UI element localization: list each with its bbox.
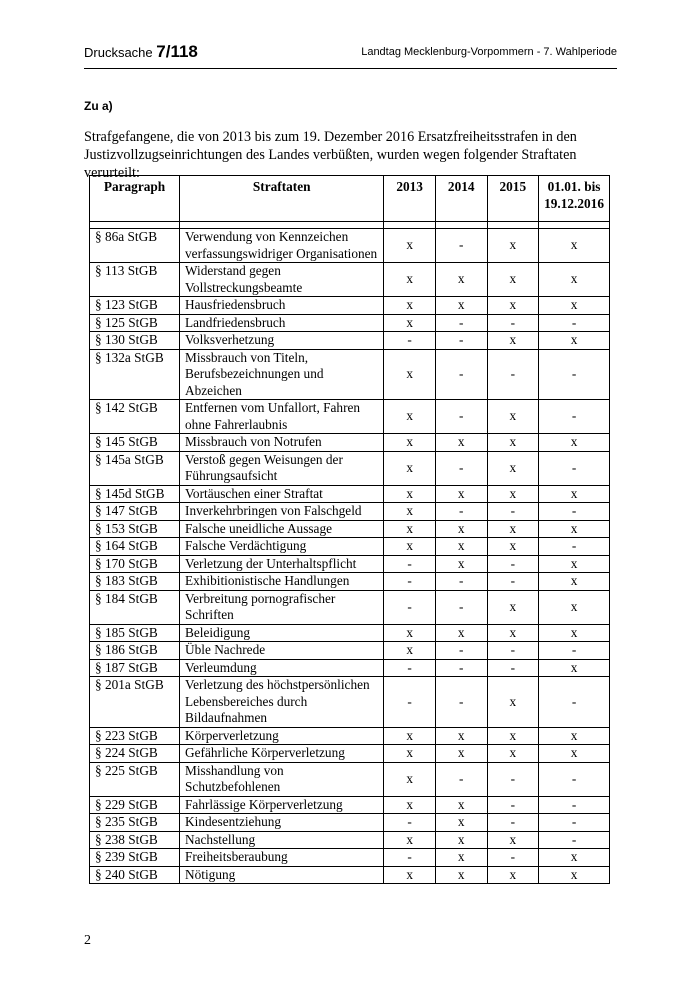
- paragraph-cell: § 164 StGB: [90, 538, 180, 556]
- page-number: 2: [84, 933, 91, 948]
- paragraph-cell: § 224 StGB: [90, 745, 180, 763]
- offense-cell: Freiheitsberaubung: [180, 849, 384, 867]
- value-2014-cell: -: [435, 314, 487, 332]
- value-2014-cell: -: [435, 659, 487, 677]
- value-2013-cell: -: [384, 677, 436, 728]
- paragraph-cell: § 86a StGB: [90, 229, 180, 263]
- value-2016-cell: x: [539, 485, 610, 503]
- value-2016-cell: -: [539, 796, 610, 814]
- paragraph-cell: § 223 StGB: [90, 727, 180, 745]
- offense-cell: Verstoß gegen Weisungen der Führungsaufsicht: [180, 451, 384, 485]
- table-row: [90, 332, 610, 350]
- paragraph-cell: § 123 StGB: [90, 297, 180, 315]
- value-2014-cell: -: [435, 503, 487, 521]
- document-label: Drucksache: [84, 45, 153, 60]
- paragraph-cell: § 184 StGB: [90, 590, 180, 624]
- paragraph-cell: § 183 StGB: [90, 573, 180, 591]
- offense-cell: Verleumdung: [180, 659, 384, 677]
- value-2015-cell: -: [487, 555, 539, 573]
- value-2014-cell: -: [435, 642, 487, 660]
- value-2015-cell: x: [487, 590, 539, 624]
- value-2016-cell: x: [539, 332, 610, 350]
- value-2015-cell: -: [487, 314, 539, 332]
- offense-cell: Missbrauch von Titeln, Berufsbezeichnungen und Abzeichen: [180, 349, 384, 400]
- value-2014-cell: -: [435, 229, 487, 263]
- value-2014-cell: x: [435, 434, 487, 452]
- value-2013-cell: -: [384, 814, 436, 832]
- offense-cell: Beleidigung: [180, 624, 384, 642]
- table-row: [90, 263, 610, 297]
- table-row: [90, 866, 610, 884]
- value-2013-cell: x: [384, 503, 436, 521]
- header-2016-line1: 01.01. bis: [547, 179, 601, 194]
- value-2014-cell: x: [435, 624, 487, 642]
- offense-cell: Hausfriedensbruch: [180, 297, 384, 315]
- document-number: 7/118: [156, 42, 198, 61]
- paragraph-cell: § 238 StGB: [90, 831, 180, 849]
- paragraph-cell: § 201a StGB: [90, 677, 180, 728]
- offense-table: [89, 175, 610, 884]
- paragraph-cell: § 113 StGB: [90, 263, 180, 297]
- value-2016-cell: x: [539, 727, 610, 745]
- value-2013-cell: x: [384, 831, 436, 849]
- paragraph-cell: § 187 StGB: [90, 659, 180, 677]
- value-2015-cell: -: [487, 349, 539, 400]
- table-row: [90, 642, 610, 660]
- value-2016-cell: -: [539, 677, 610, 728]
- value-2014-cell: x: [435, 866, 487, 884]
- table-row: [90, 624, 610, 642]
- parliament-label: Landtag Mecklenburg-Vorpommern - 7. Wahlperiode: [361, 46, 617, 58]
- value-2015-cell: x: [487, 400, 539, 434]
- table-row: [90, 762, 610, 796]
- offense-cell: Nötigung: [180, 866, 384, 884]
- value-2013-cell: -: [384, 590, 436, 624]
- document-reference: [84, 42, 198, 62]
- header-2016-line2: 19.12.2016: [544, 195, 604, 211]
- header-paragraph: Paragraph: [90, 176, 180, 222]
- table-row: [90, 538, 610, 556]
- value-2016-cell: -: [539, 538, 610, 556]
- offense-cell: Verletzung der Unterhaltspflicht: [180, 555, 384, 573]
- value-2013-cell: x: [384, 349, 436, 400]
- offense-cell: Verletzung des höchstpersönlichen Lebensbereiches durch Bildaufnahmen: [180, 677, 384, 728]
- table-body: [90, 222, 610, 884]
- value-2016-cell: x: [539, 866, 610, 884]
- value-2013-cell: x: [384, 538, 436, 556]
- table-row: [90, 349, 610, 400]
- value-2014-cell: x: [435, 263, 487, 297]
- value-2013-cell: -: [384, 555, 436, 573]
- table-row: [90, 503, 610, 521]
- offense-cell: Exhibitionistische Handlungen: [180, 573, 384, 591]
- table-row: [90, 297, 610, 315]
- table-header-row: [90, 176, 610, 222]
- value-2013-cell: x: [384, 796, 436, 814]
- value-2014-cell: -: [435, 677, 487, 728]
- value-2015-cell: x: [487, 745, 539, 763]
- table-row: [90, 555, 610, 573]
- table-row: [90, 796, 610, 814]
- value-2016-cell: x: [539, 229, 610, 263]
- header-2015: 2015: [487, 176, 539, 222]
- table-row: [90, 849, 610, 867]
- table-row: [90, 745, 610, 763]
- value-2013-cell: x: [384, 263, 436, 297]
- table-row: [90, 590, 610, 624]
- value-2016-cell: -: [539, 451, 610, 485]
- value-2013-cell: x: [384, 520, 436, 538]
- table-row: [90, 485, 610, 503]
- value-2013-cell: -: [384, 332, 436, 350]
- value-2013-cell: x: [384, 745, 436, 763]
- value-2016-cell: -: [539, 814, 610, 832]
- value-2014-cell: x: [435, 745, 487, 763]
- value-2014-cell: x: [435, 796, 487, 814]
- value-2016-cell: x: [539, 659, 610, 677]
- value-2015-cell: x: [487, 332, 539, 350]
- value-2014-cell: -: [435, 590, 487, 624]
- offense-cell: Kindesentziehung: [180, 814, 384, 832]
- offense-cell: Inverkehrbringen von Falschgeld: [180, 503, 384, 521]
- value-2014-cell: -: [435, 762, 487, 796]
- value-2015-cell: x: [487, 485, 539, 503]
- value-2016-cell: x: [539, 434, 610, 452]
- value-2013-cell: x: [384, 400, 436, 434]
- value-2015-cell: x: [487, 831, 539, 849]
- paragraph-cell: § 153 StGB: [90, 520, 180, 538]
- value-2014-cell: x: [435, 538, 487, 556]
- paragraph-cell: § 145d StGB: [90, 485, 180, 503]
- table-row: [90, 659, 610, 677]
- value-2014-cell: -: [435, 349, 487, 400]
- value-2013-cell: -: [384, 573, 436, 591]
- header-2014: 2014: [435, 176, 487, 222]
- value-2014-cell: x: [435, 727, 487, 745]
- table-row: [90, 814, 610, 832]
- value-2015-cell: x: [487, 451, 539, 485]
- value-2015-cell: x: [487, 229, 539, 263]
- offense-cell: Gefährliche Körperverletzung: [180, 745, 384, 763]
- value-2015-cell: x: [487, 297, 539, 315]
- paragraph-cell: § 240 StGB: [90, 866, 180, 884]
- offense-cell: Missbrauch von Notrufen: [180, 434, 384, 452]
- value-2016-cell: -: [539, 762, 610, 796]
- offense-cell: Fahrlässige Körperverletzung: [180, 796, 384, 814]
- offense-cell: Entfernen vom Unfallort, Fahren ohne Fahrerlaubnis: [180, 400, 384, 434]
- value-2016-cell: -: [539, 349, 610, 400]
- offense-cell: Falsche Verdächtigung: [180, 538, 384, 556]
- paragraph-cell: § 239 StGB: [90, 849, 180, 867]
- offense-cell: Verwendung von Kennzeichen verfassungswidriger Organisationen: [180, 229, 384, 263]
- value-2015-cell: x: [487, 263, 539, 297]
- offense-cell: Nachstellung: [180, 831, 384, 849]
- value-2014-cell: x: [435, 520, 487, 538]
- value-2016-cell: x: [539, 297, 610, 315]
- value-2016-cell: x: [539, 624, 610, 642]
- value-2014-cell: x: [435, 485, 487, 503]
- value-2014-cell: -: [435, 451, 487, 485]
- value-2016-cell: x: [539, 590, 610, 624]
- paragraph-cell: § 132a StGB: [90, 349, 180, 400]
- header-2013: 2013: [384, 176, 436, 222]
- offense-cell: Volksverhetzung: [180, 332, 384, 350]
- paragraph-cell: § 185 StGB: [90, 624, 180, 642]
- value-2013-cell: x: [384, 314, 436, 332]
- value-2014-cell: x: [435, 297, 487, 315]
- value-2015-cell: x: [487, 677, 539, 728]
- table-spacer-row: [90, 222, 610, 229]
- paragraph-cell: § 186 StGB: [90, 642, 180, 660]
- value-2016-cell: x: [539, 263, 610, 297]
- value-2014-cell: x: [435, 814, 487, 832]
- table-row: [90, 727, 610, 745]
- offense-cell: Falsche uneidliche Aussage: [180, 520, 384, 538]
- value-2015-cell: x: [487, 538, 539, 556]
- paragraph-cell: § 145a StGB: [90, 451, 180, 485]
- value-2015-cell: x: [487, 727, 539, 745]
- value-2016-cell: x: [539, 849, 610, 867]
- intro-paragraph: Strafgefangene, die von 2013 bis zum 19. Dezember 2016 Ersatzfreiheitsstrafen in den Justizvollzugseinrichtungen des Landes verbüßten, wurden wegen folgender Straftaten verurteilt:: [84, 129, 577, 181]
- table-row: [90, 314, 610, 332]
- value-2015-cell: -: [487, 849, 539, 867]
- value-2013-cell: x: [384, 642, 436, 660]
- table-row: [90, 451, 610, 485]
- value-2013-cell: x: [384, 485, 436, 503]
- paragraph-cell: § 229 StGB: [90, 796, 180, 814]
- value-2016-cell: x: [539, 573, 610, 591]
- offense-cell: Landfriedensbruch: [180, 314, 384, 332]
- page-header: [84, 38, 617, 69]
- offense-cell: Verbreitung pornografischer Schriften: [180, 590, 384, 624]
- value-2013-cell: x: [384, 434, 436, 452]
- value-2015-cell: -: [487, 814, 539, 832]
- value-2015-cell: x: [487, 866, 539, 884]
- offense-cell: Misshandlung von Schutzbefohlenen: [180, 762, 384, 796]
- paragraph-cell: § 235 StGB: [90, 814, 180, 832]
- value-2013-cell: x: [384, 297, 436, 315]
- value-2015-cell: x: [487, 434, 539, 452]
- value-2015-cell: -: [487, 573, 539, 591]
- value-2013-cell: x: [384, 762, 436, 796]
- value-2015-cell: -: [487, 796, 539, 814]
- table-row: [90, 677, 610, 728]
- value-2016-cell: -: [539, 503, 610, 521]
- value-2015-cell: -: [487, 642, 539, 660]
- value-2016-cell: x: [539, 555, 610, 573]
- value-2016-cell: -: [539, 642, 610, 660]
- paragraph-cell: § 170 StGB: [90, 555, 180, 573]
- value-2014-cell: x: [435, 849, 487, 867]
- paragraph-cell: § 130 StGB: [90, 332, 180, 350]
- value-2014-cell: x: [435, 831, 487, 849]
- value-2016-cell: -: [539, 400, 610, 434]
- value-2013-cell: x: [384, 451, 436, 485]
- value-2015-cell: x: [487, 624, 539, 642]
- value-2015-cell: -: [487, 503, 539, 521]
- value-2015-cell: x: [487, 520, 539, 538]
- value-2013-cell: x: [384, 866, 436, 884]
- value-2014-cell: x: [435, 555, 487, 573]
- value-2013-cell: x: [384, 727, 436, 745]
- table-row: [90, 520, 610, 538]
- offense-cell: Körperverletzung: [180, 727, 384, 745]
- offense-cell: Vortäuschen einer Straftat: [180, 485, 384, 503]
- paragraph-cell: § 142 StGB: [90, 400, 180, 434]
- value-2015-cell: -: [487, 659, 539, 677]
- value-2013-cell: x: [384, 624, 436, 642]
- paragraph-cell: § 125 StGB: [90, 314, 180, 332]
- value-2014-cell: -: [435, 332, 487, 350]
- offense-cell: Widerstand gegen Vollstreckungsbeamte: [180, 263, 384, 297]
- table-row: [90, 831, 610, 849]
- table-row: [90, 434, 610, 452]
- table-row: [90, 229, 610, 263]
- value-2016-cell: -: [539, 831, 610, 849]
- value-2013-cell: -: [384, 849, 436, 867]
- value-2016-cell: x: [539, 520, 610, 538]
- paragraph-cell: § 225 StGB: [90, 762, 180, 796]
- paragraph-cell: § 145 StGB: [90, 434, 180, 452]
- value-2014-cell: -: [435, 573, 487, 591]
- section-label: Zu a): [84, 99, 113, 113]
- value-2016-cell: x: [539, 745, 610, 763]
- value-2015-cell: -: [487, 762, 539, 796]
- value-2013-cell: -: [384, 659, 436, 677]
- value-2016-cell: -: [539, 314, 610, 332]
- header-2016: [539, 176, 610, 222]
- header-offense: Straftaten: [180, 176, 384, 222]
- value-2014-cell: -: [435, 400, 487, 434]
- table-row: [90, 573, 610, 591]
- paragraph-cell: § 147 StGB: [90, 503, 180, 521]
- table-row: [90, 400, 610, 434]
- offense-cell: Üble Nachrede: [180, 642, 384, 660]
- value-2013-cell: x: [384, 229, 436, 263]
